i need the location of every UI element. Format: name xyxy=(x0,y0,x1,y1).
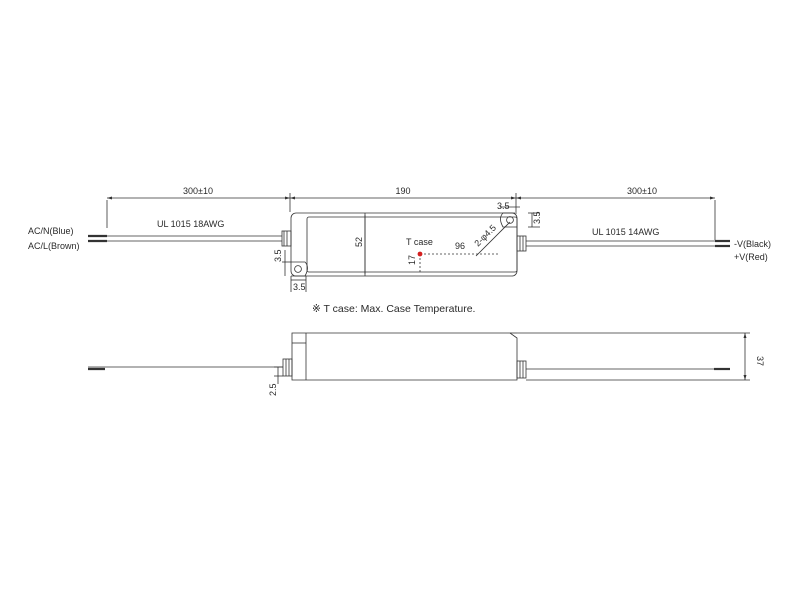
dim-wire-offset: 2.5 xyxy=(268,383,278,396)
right-wire-1-label: -V(Black) xyxy=(734,239,772,249)
right-grommet xyxy=(517,236,526,251)
dim-right-cable: 300±10 xyxy=(627,186,657,196)
dim-body-length: 190 xyxy=(395,186,411,196)
tcase-marker xyxy=(418,252,423,257)
psu-body-side xyxy=(292,333,517,380)
right-wire-spec: UL 1015 14AWG xyxy=(592,227,660,237)
mount-hole-left xyxy=(295,266,302,273)
dim-left-cable: 300±10 xyxy=(183,186,213,196)
mount-tab-right xyxy=(501,213,518,227)
left-wire-spec: UL 1015 18AWG xyxy=(157,219,225,229)
dim-mount-offset-bottom: 3.5 xyxy=(293,282,306,292)
left-wire-1-label: AC/N(Blue) xyxy=(28,226,74,236)
left-grommet xyxy=(282,231,291,246)
dim-mount-offset-right: 3.5 xyxy=(532,211,542,224)
hole-spec: 2-φ4.5 xyxy=(472,222,499,249)
right-wire-2-label: +V(Red) xyxy=(734,252,768,262)
side-right-grommet xyxy=(517,361,526,378)
tcase-label: T case xyxy=(406,237,433,247)
side-left-grommet xyxy=(283,359,292,376)
dim-side-height: 37 xyxy=(755,356,765,367)
left-wire-2-label: AC/L(Brown) xyxy=(28,241,80,251)
dim-width: 52 xyxy=(354,236,364,247)
dim-tcase-x: 96 xyxy=(455,241,466,251)
dim-mount-offset-left: 3.5 xyxy=(273,249,283,262)
mount-tab-left xyxy=(291,262,308,276)
tcase-note: ※ T case: Max. Case Temperature. xyxy=(312,303,476,315)
dim-mount-offset-top: 3.5 xyxy=(497,201,510,211)
dim-tcase-y: 17 xyxy=(407,254,417,265)
side-view xyxy=(88,333,750,384)
